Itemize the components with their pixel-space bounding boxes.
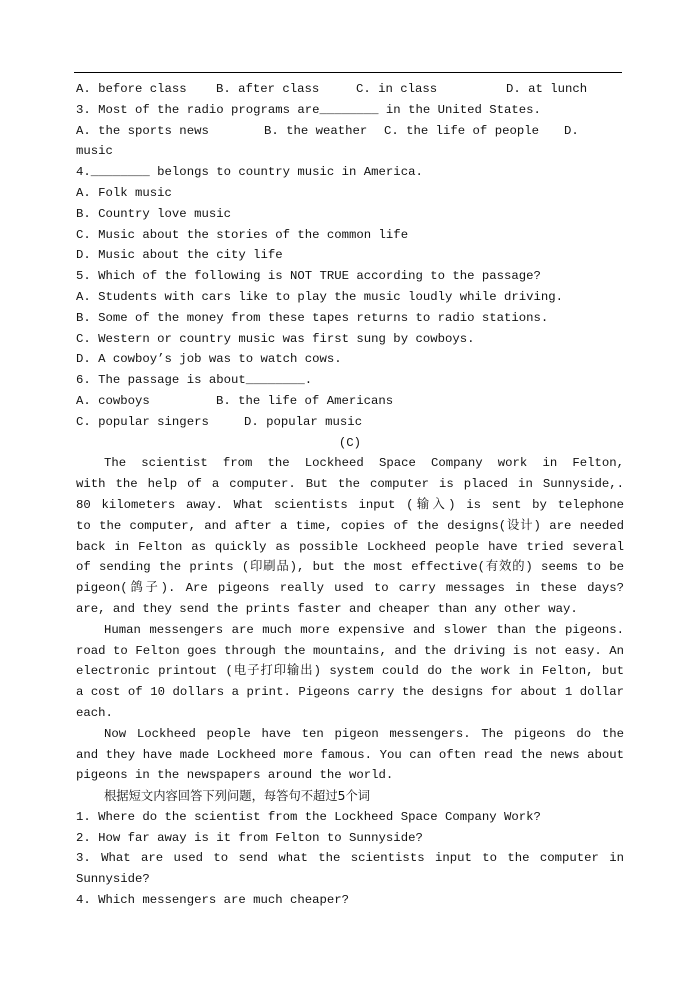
q3-options — [76, 121, 624, 142]
q5-option-c: C. Western or country music was first sung by cowboys. — [76, 331, 475, 346]
q6-stem: 6. The passage is about________. — [76, 373, 313, 388]
passage-line: of sending the prints (印刷品), but the most effective(有效的) seems to be — [76, 560, 624, 575]
passage-line: back in Felton as quickly as possible Lockheed people have tried several — [76, 539, 624, 554]
q2-option-b: B. after class — [216, 82, 320, 96]
short-question-3-wrap: Sunnyside? — [76, 872, 150, 887]
q6-option-c: C. popular singers — [76, 414, 209, 429]
section-label: (C) — [338, 435, 362, 450]
passage-line: pigeons in the newspapers around the world. — [76, 768, 394, 783]
q2-option-c: C. in class — [356, 82, 438, 96]
passage-line: pigeon(鸽子). Are pigeons really used to carry messages in these days? — [76, 581, 624, 596]
short-question-2: 2. How far away is it from Felton to Sunnyside? — [76, 830, 423, 845]
q6-option-b: B. the life of Americans — [216, 393, 394, 408]
passage-line: Human messengers are much more expensive and slower than the pigeons. — [104, 622, 624, 637]
q4-option-c: C. Music about the stories of the common life — [76, 227, 409, 242]
q2-option-d: D. at lunch — [506, 82, 588, 96]
q6-options-row2 — [76, 412, 624, 433]
q2-option-a: A. before class — [76, 82, 187, 96]
q6-option-d: D. popular music — [244, 414, 363, 429]
passage-line: Now Lockheed people have ten pigeon messengers. The pigeons do the — [104, 726, 624, 741]
q3-option-d: D. — [564, 123, 579, 138]
q3-option-d-wrap: music — [76, 144, 113, 159]
passage-line: are, and they send the prints faster and cheaper than any other way. — [76, 601, 578, 616]
q4-option-b: B. Country love music — [76, 206, 231, 221]
q5-stem: 5. Which of the following is NOT TRUE according to the passage? — [76, 269, 541, 284]
q2-options — [76, 79, 624, 100]
passage-line: The scientist from the Lockheed Space Company work in Felton, — [104, 456, 624, 471]
q4-option-a: A. Folk music — [76, 185, 172, 200]
passage-line: each. — [76, 705, 113, 720]
instructions: 根据短文内容回答下列问题，每答句不超过5个词 — [104, 789, 371, 804]
q3-option-a: A. the sports news — [76, 123, 209, 138]
passage-line: and they have made Lockheed more famous. You can often read the news about — [76, 747, 624, 762]
passage-line: to the computer, and after a time, copies of the designs(设计) are needed — [76, 518, 624, 533]
q3-option-b: B. the weather — [264, 123, 368, 138]
q5-option-d: D. A cowboy’s job was to watch cows. — [76, 352, 342, 367]
q6-options-row1 — [76, 391, 624, 412]
exam-page — [76, 79, 624, 911]
short-question-4: 4. Which messengers are much cheaper? — [76, 893, 350, 908]
short-question-1: 1. Where do the scientist from the Lockheed Space Company Work? — [76, 809, 541, 824]
passage-line: 80 kilometers away. What scientists input (输入) is sent by telephone — [76, 497, 624, 512]
q5-option-a: A. Students with cars like to play the music loudly while driving. — [76, 289, 564, 304]
top-rule — [74, 72, 622, 73]
q3-stem: 3. Most of the radio programs are________ in the United States. — [76, 102, 541, 117]
passage-line: a cost of 10 dollars a print. Pigeons carry the designs for about 1 dollar — [76, 685, 624, 700]
passage-paragraph-3 — [76, 724, 624, 786]
passage-line: with the help of a computer. But the computer is placed in Sunnyside,. — [76, 477, 624, 492]
q3-option-c: C. the life of people — [384, 123, 539, 138]
passage-line: electronic printout (电子打印输出) system could do the work in Felton, but — [76, 664, 624, 679]
short-question-3: 3. What are used to send what the scientists input to the computer in — [76, 851, 624, 866]
passage-paragraph-2 — [76, 620, 624, 724]
q4-stem: 4.________ belongs to country music in America. — [76, 165, 423, 180]
q4-option-d: D. Music about the city life — [76, 248, 283, 263]
q6-option-a: A. cowboys — [76, 393, 150, 408]
passage-paragraph-1 — [76, 453, 624, 619]
q5-option-b: B. Some of the money from these tapes returns to radio stations. — [76, 310, 549, 325]
passage-line: road to Felton goes through the mountains, and the driving is not easy. An — [76, 643, 624, 658]
